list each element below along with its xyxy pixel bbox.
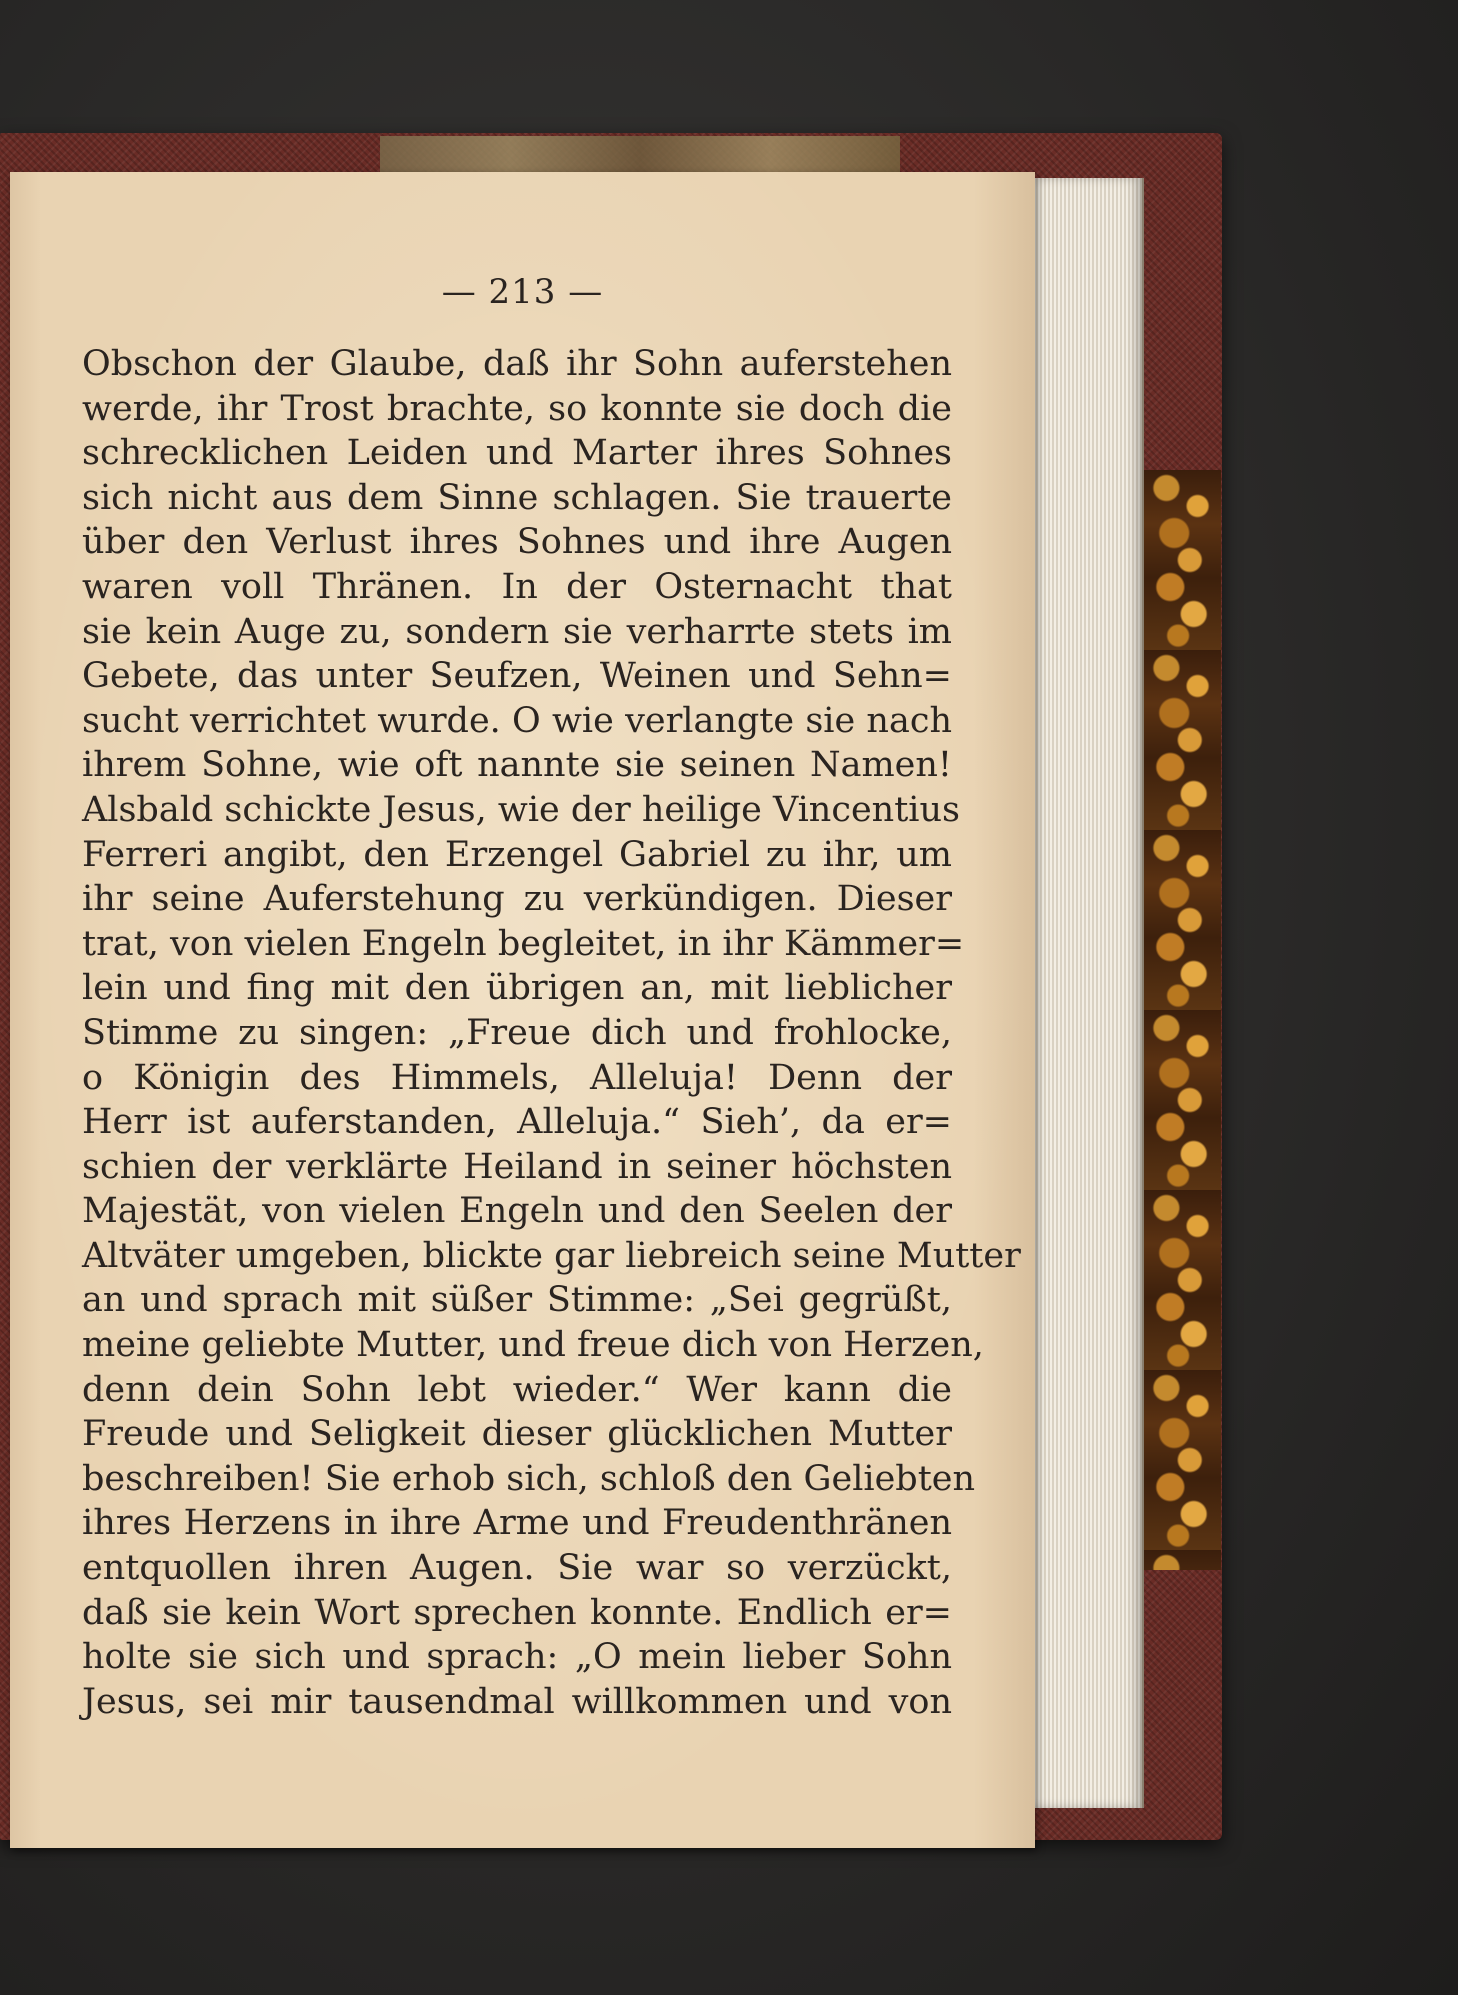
text-line: an und sprach mit süßer Stimme: „Sei gegrüßt, bbox=[82, 1280, 952, 1321]
text-line: sucht verrichtet wurde. O wie verlangte sie nach bbox=[82, 700, 952, 741]
text-line: ihr seine Auferstehung zu verkündigen. Dieser bbox=[82, 879, 952, 920]
text-line: Jesus, sei mir tausendmal willkommen und von bbox=[82, 1681, 952, 1722]
page-number: — 213 — bbox=[441, 272, 604, 312]
text-line: entquollen ihren Augen. Sie war so verzückt, bbox=[82, 1548, 952, 1589]
page-text bbox=[82, 342, 1021, 1724]
text-line: Stimme zu singen: „Freue dich und frohlocke, bbox=[82, 1012, 952, 1053]
text-line: Altväter umgeben, blickte gar liebreich seine Mutter bbox=[82, 1235, 1021, 1276]
text-line: sich nicht aus dem Sinne schlagen. Sie trauerte bbox=[82, 477, 952, 518]
text-line: trat, von vielen Engeln begleitet, in ihr Kämmer= bbox=[82, 923, 965, 964]
text-line: Gebete, das unter Seufzen, Weinen und Sehn= bbox=[82, 656, 952, 697]
page-edges bbox=[1030, 178, 1144, 1808]
text-line: meine geliebte Mutter, und freue dich von Herzen, bbox=[82, 1325, 984, 1366]
text-line: lein und fing mit den übrigen an, mit lieblicher bbox=[82, 968, 952, 1009]
text-line: Herr ist auferstanden, Alleluja.“ Sieh’, da er= bbox=[82, 1102, 952, 1143]
text-line: sie kein Auge zu, sondern sie verharrte stets im bbox=[82, 611, 952, 652]
text-line: holte sie sich und sprach: „O mein lieber Sohn bbox=[82, 1637, 952, 1678]
text-line: werde, ihr Trost brachte, so konnte sie doch die bbox=[82, 388, 952, 429]
text-line: Ferreri angibt, den Erzengel Gabriel zu ihr, um bbox=[82, 834, 952, 875]
text-line: Freude und Seligkeit dieser glücklichen Mutter bbox=[82, 1414, 952, 1455]
text-line: o Königin des Himmels, Alleluja! Denn der bbox=[82, 1057, 952, 1098]
text-line: Alsbald schickte Jesus, wie der heilige Vincentius bbox=[82, 789, 960, 830]
book-page bbox=[10, 172, 1035, 1848]
text-line: ihrem Sohne, wie oft nannte sie seinen Namen! bbox=[82, 745, 952, 786]
text-line: ihres Herzens in ihre Arme und Freudenthränen bbox=[82, 1503, 952, 1544]
text-line: über den Verlust ihres Sohnes und ihre Augen bbox=[82, 522, 952, 563]
text-line: daß sie kein Wort sprechen konnte. Endlich er= bbox=[82, 1592, 952, 1633]
text-line: denn dein Sohn lebt wieder.“ Wer kann die bbox=[82, 1369, 952, 1410]
marbled-endpaper bbox=[1140, 470, 1221, 1570]
text-line: Majestät, von vielen Engeln und den Seelen der bbox=[82, 1191, 952, 1232]
text-line: schrecklichen Leiden und Marter ihres Sohnes bbox=[82, 433, 952, 474]
text-line: beschreiben! Sie erhob sich, schloß den Geliebten bbox=[82, 1458, 976, 1499]
text-line: Obschon der Glaube, daß ihr Sohn auferstehen bbox=[82, 344, 952, 384]
text-line: waren voll Thränen. In der Osternacht that bbox=[82, 566, 952, 607]
text-line: schien der verklärte Heiland in seiner höchsten bbox=[82, 1146, 952, 1187]
